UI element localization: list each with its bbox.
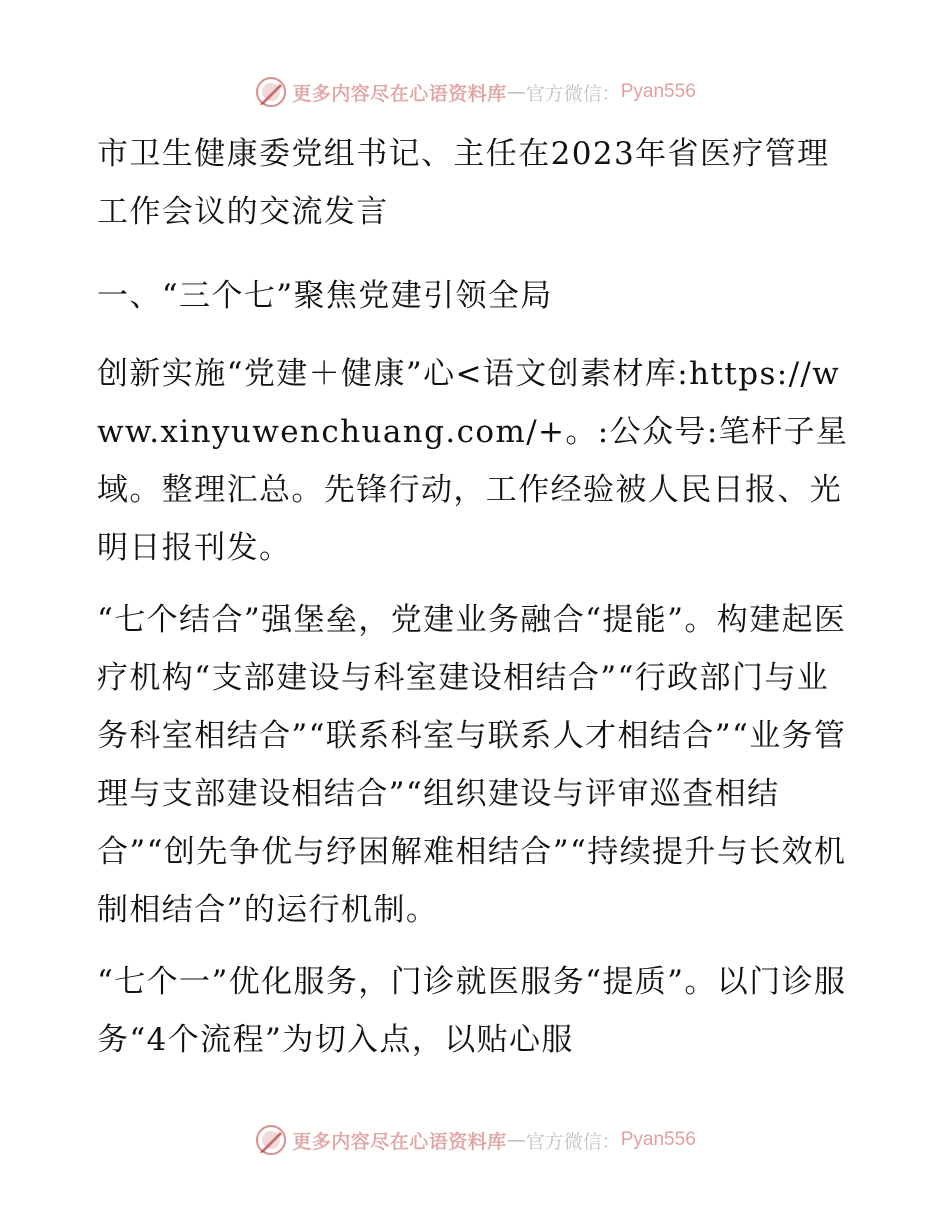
document-body [97,125,857,1083]
document-title: 市卫生健康委党组书记、主任在2023年省医疗管理工作会议的交流发言 [97,136,830,230]
watermark-wechat-id: Pyan556 [620,1129,696,1150]
watermark-wechat-id: Pyan556 [620,81,696,102]
paragraph-3: “七个一”优化服务，门诊就医服务“提质”。以门诊服务“4个流程”为切入点，以贴心服 [97,964,847,1058]
watermark-footer [0,1120,950,1160]
watermark-dash: — [506,1129,526,1151]
pen-logo-icon [254,1123,288,1157]
section-heading: 一、“三个七”聚焦党建引领全局 [97,278,553,314]
watermark-header [0,72,950,112]
watermark-sub-text: 官方微信： [525,1130,621,1153]
watermark-sub-text: 官方微信： [525,82,621,105]
watermark-main-text: 更多内容尽在心语资料库 [292,82,507,105]
pen-logo-icon [254,75,288,109]
watermark-dash: — [506,81,526,103]
paragraph-1: 创新实施“党建＋健康”心<语文创素材库:https://www.xinyuwenchuang.com/+。:公众号:笔杆子星域。整理汇总。先锋行动，工作经验被人民日报、光明日报刊发。 [97,356,849,566]
paragraph-2: “七个结合”强堡垒，党建业务融合“提能”。构建起医疗机构“支部建设与科室建设相结合”“行政部门与业务科室相结合”“联系科室与联系人才相结合”“业务管理与支部建设相结合”“组织建设与评审巡查相结合”“创先争优与纾困解难相结合”“持续提升与长效机制相结合”的运行机制。 [97,602,847,928]
watermark-main-text: 更多内容尽在心语资料库 [292,1130,507,1153]
